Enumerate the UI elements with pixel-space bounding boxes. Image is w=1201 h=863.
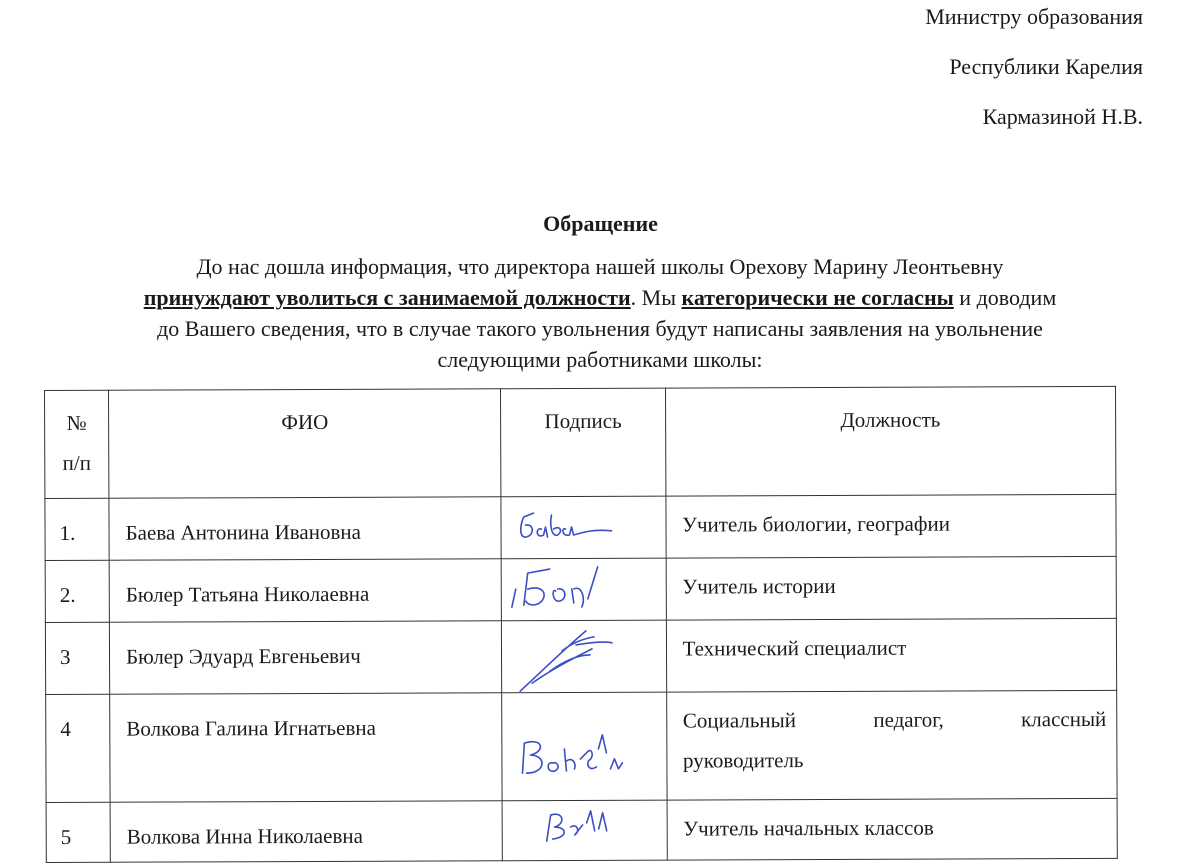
document-title: Обращение: [543, 211, 658, 236]
appeal-line-2: [50, 282, 1150, 313]
appeal-emphasis-2: категорически не согласны: [681, 285, 954, 310]
appeal-text: [50, 251, 1150, 375]
signatures-table: [44, 386, 1118, 863]
row-position: Учитель биологии, географии: [665, 494, 1116, 558]
row-position-line-2: руководитель: [682, 748, 804, 773]
table-row: [46, 798, 1117, 862]
row-position: Учитель истории: [666, 556, 1117, 620]
addressee-line-2: Республики Карелия: [949, 54, 1143, 79]
row-position: Учитель начальных классов: [667, 798, 1118, 860]
header-number-line2: п/п: [62, 450, 91, 475]
addressee-line-1: Министру образования: [925, 4, 1143, 29]
header-number: [45, 390, 109, 498]
row-fio: Баева Антонина Ивановна: [109, 497, 502, 561]
appeal-text-fragment-end: и доводим: [953, 285, 1057, 310]
row-number: 3: [45, 622, 109, 694]
row-position: [666, 690, 1117, 800]
appeal-line-4: следующими работниками школы:: [437, 347, 763, 372]
handwritten-signature: [502, 620, 666, 693]
row-number: 4: [46, 694, 110, 802]
row-position: Технический специалист: [666, 618, 1117, 692]
table-header-row: [45, 386, 1116, 498]
appeal-emphasis-1: принуждают уволиться с занимаемой должности: [143, 285, 631, 310]
table-row: [45, 494, 1116, 560]
row-number: 5: [46, 802, 110, 862]
appeal-line-1: До нас дошла информация, что директора нашей школы Орехову Марину Леонтьевну: [196, 254, 1004, 279]
row-fio: Бюлер Татьяна Николаевна: [109, 559, 502, 623]
row-fio: Волкова Инна Николаевна: [110, 801, 503, 863]
handwritten-signature: [501, 496, 665, 559]
table-row: [45, 556, 1116, 622]
handwritten-signature: [502, 692, 667, 801]
header-fio: ФИО: [109, 389, 502, 499]
appeal-line-3: до Вашего сведения, что в случае такого увольнения будут написаны заявления на увольнение: [157, 316, 1043, 341]
table-row: [45, 618, 1116, 694]
addressee-line-3: Кармазиной Н.В.: [982, 104, 1143, 129]
row-fio: Бюлер Эдуард Евгеньевич: [109, 621, 502, 695]
appeal-text-fragment: . Мы: [630, 285, 682, 310]
handwritten-signature: [502, 800, 666, 861]
table-row: [46, 690, 1117, 802]
row-fio: Волкова Галина Игнатьевна: [110, 693, 503, 803]
row-position-line-1: Социальный педагог, классный: [682, 706, 1107, 733]
header-signature: Подпись: [501, 388, 666, 497]
header-position: Должность: [665, 386, 1116, 496]
handwritten-signature: [502, 558, 666, 621]
row-number: 2.: [45, 560, 109, 622]
header-number-line1: №: [66, 410, 87, 435]
row-number: 1.: [45, 498, 109, 560]
